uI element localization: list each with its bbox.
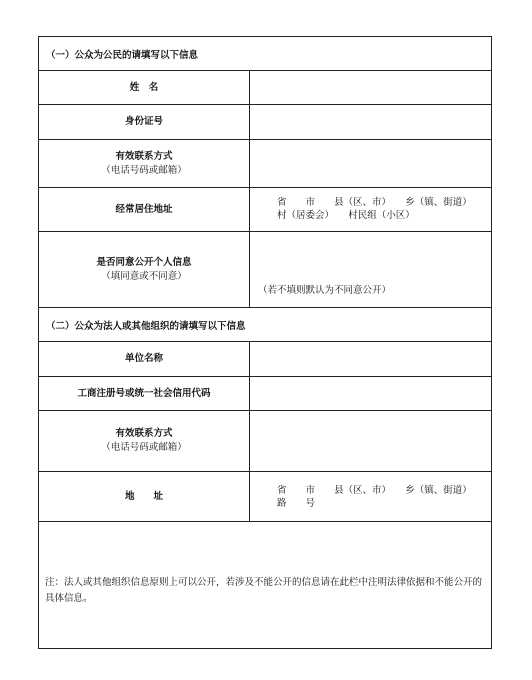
org-address-field[interactable] xyxy=(250,472,491,521)
org-contact-row xyxy=(39,411,491,472)
org-contact-sublabel: （电话号码或邮箱） xyxy=(101,442,187,453)
id-row xyxy=(39,105,491,140)
contact-row xyxy=(39,140,491,188)
section1-header xyxy=(39,37,491,71)
org-contact-label: 有效联系方式 xyxy=(115,428,173,439)
org-contact-field[interactable] xyxy=(250,411,491,471)
reg-row xyxy=(39,377,491,411)
id-label: 身份证号 xyxy=(124,116,163,127)
contact-label: 有效联系方式 xyxy=(115,150,173,162)
contact-sublabel: （电话号码或邮箱） xyxy=(101,164,187,176)
name-label: 姓 名 xyxy=(129,81,159,93)
consent-row xyxy=(39,232,491,308)
note-text: 注：法人或其他组织信息原则上可以公开，若涉及不能公开的信息请在此栏中注明法律依据和不能公开的具体信息。 xyxy=(45,577,483,604)
consent-sublabel: （填同意或不同意） xyxy=(101,270,187,282)
id-field[interactable] xyxy=(250,105,491,139)
section2-header xyxy=(39,308,491,342)
section2-title: （二）公众为法人或其他组织的请填写以下信息 xyxy=(46,320,246,332)
consent-default-note: （若不填则默认为不同意公开） xyxy=(258,285,392,296)
address-line2: 村（居委会） 村民组（小区） xyxy=(277,210,415,221)
org-address-label: 地 址 xyxy=(124,490,163,502)
reg-label: 工商注册号或统一社会信用代码 xyxy=(77,387,211,399)
reg-field[interactable] xyxy=(250,377,491,410)
unit-field[interactable] xyxy=(250,342,491,376)
org-address-row xyxy=(39,472,491,522)
unit-row xyxy=(39,342,491,377)
org-address-line1: 省 市 县（区、市） 乡（镇、街道） xyxy=(277,485,472,496)
address-label: 经常居住地址 xyxy=(115,203,173,215)
address-field[interactable] xyxy=(250,188,491,231)
consent-field[interactable] xyxy=(250,232,491,307)
section1-title: （一）公众为公民的请填写以下信息 xyxy=(46,49,199,61)
name-row xyxy=(39,71,491,105)
unit-label: 单位名称 xyxy=(124,353,163,364)
name-field[interactable] xyxy=(250,71,491,104)
address-row xyxy=(39,188,491,232)
address-line1: 省 市 县（区、市） 乡（镇、街道） xyxy=(277,197,472,208)
org-address-line2: 路 号 xyxy=(277,498,316,509)
info-form xyxy=(38,36,492,649)
contact-field[interactable] xyxy=(250,140,491,187)
consent-label: 是否同意公开个人信息 xyxy=(96,256,192,268)
note-row[interactable] xyxy=(39,522,491,648)
